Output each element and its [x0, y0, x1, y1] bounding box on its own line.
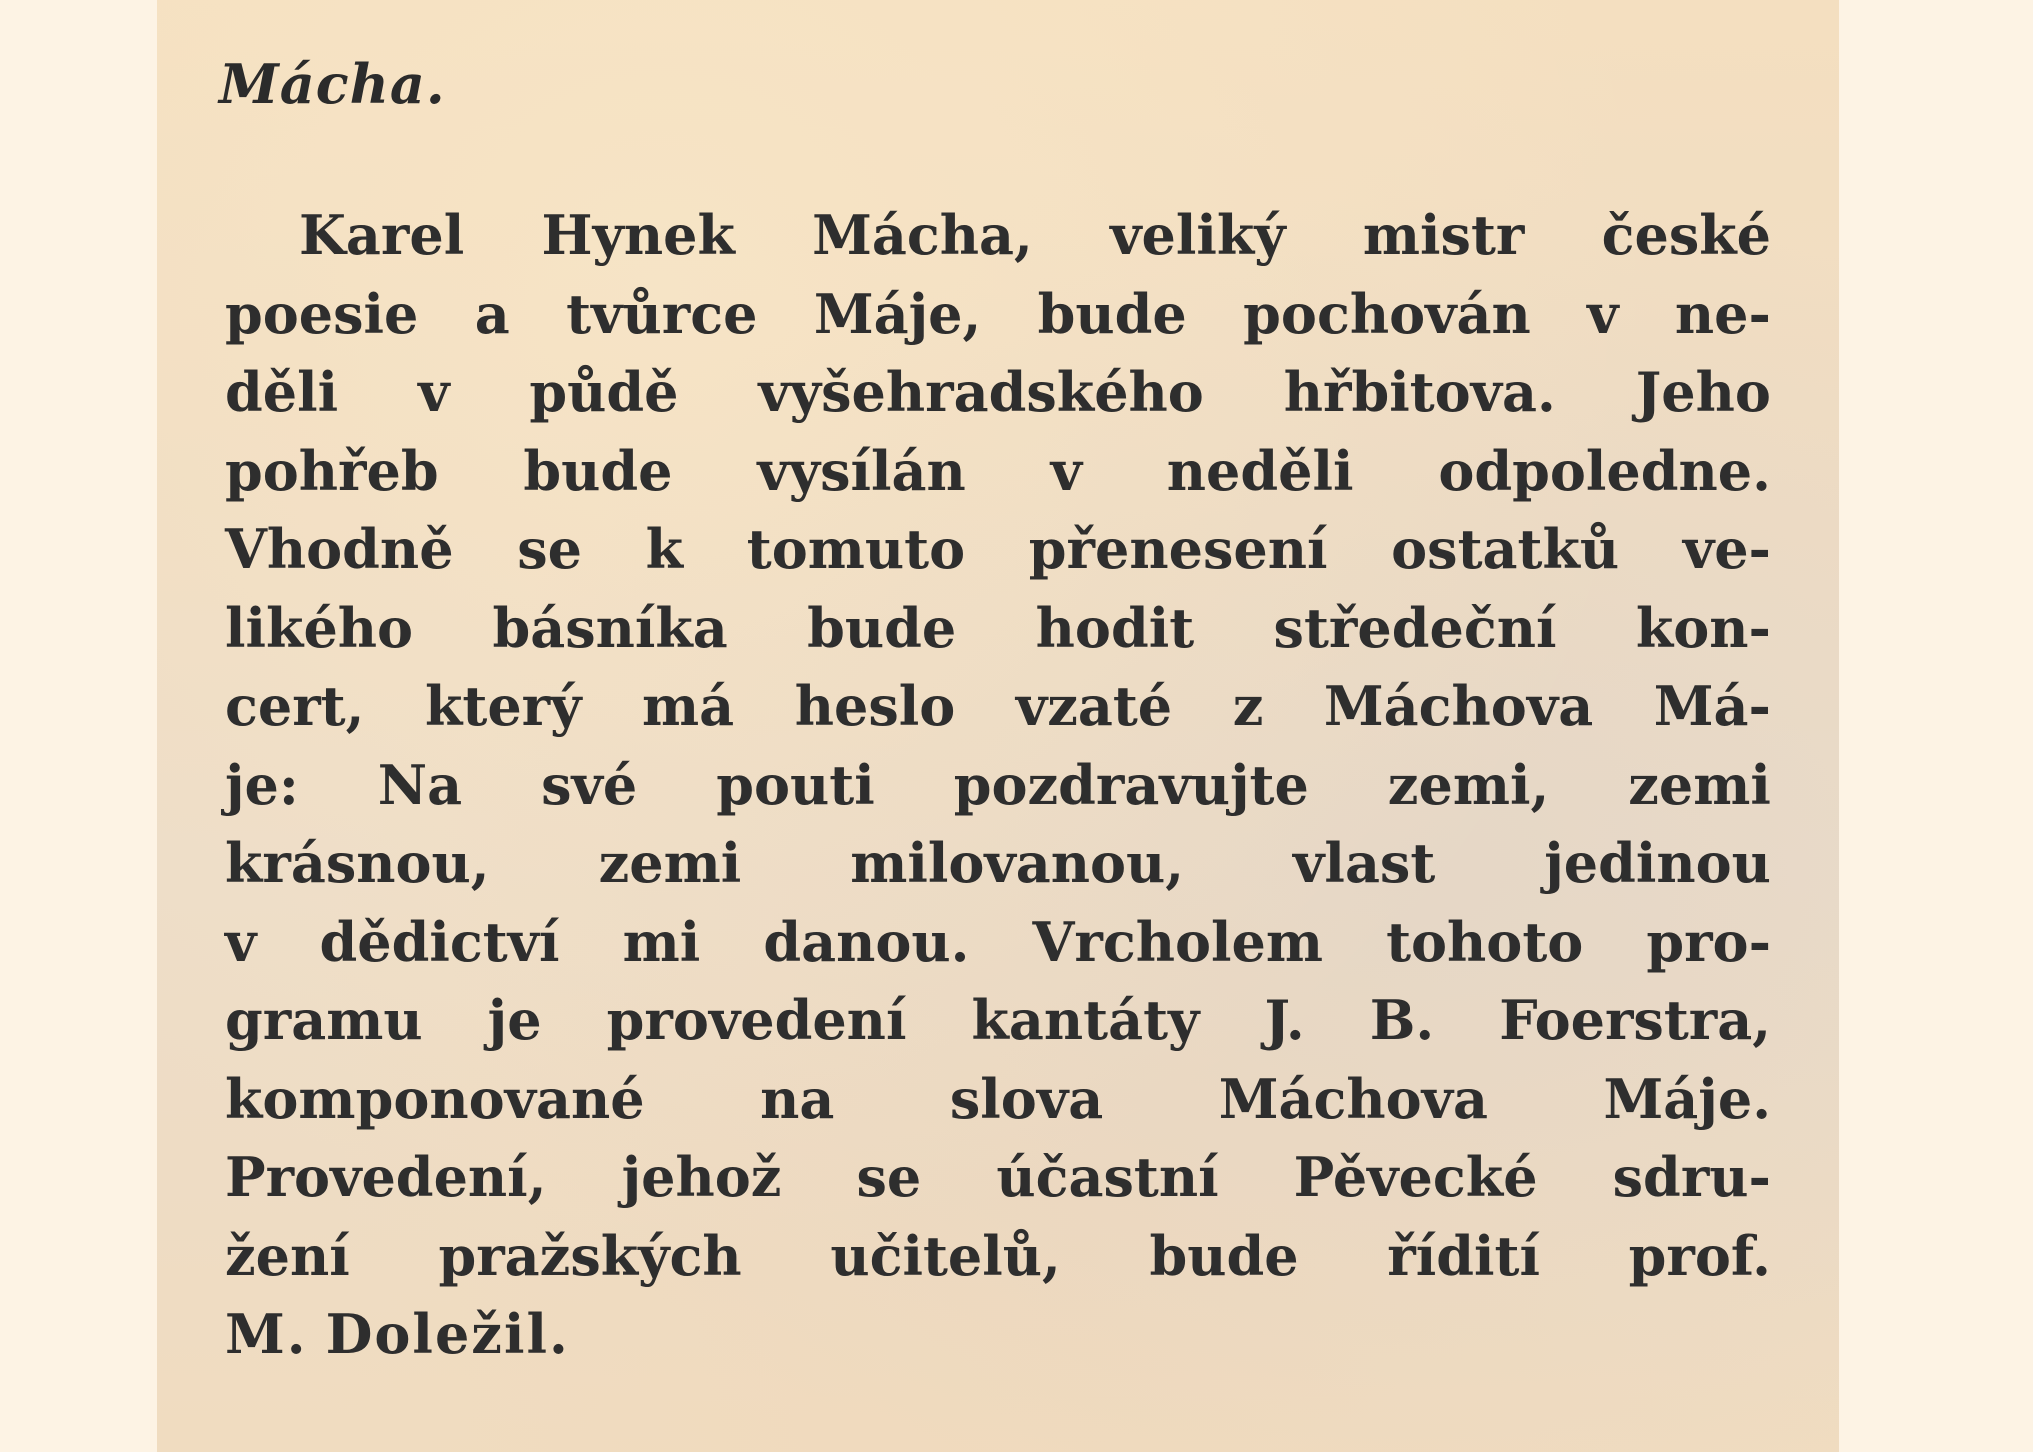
article-word: jehož [621, 1145, 782, 1209]
article-word: má [642, 674, 735, 738]
article-word: neděli [1166, 438, 1354, 503]
article-line [225, 903, 1771, 982]
article-line [225, 432, 1771, 511]
article-word: účastní [996, 1145, 1219, 1209]
article-word: tvůrce [566, 281, 758, 346]
article-word: v [1587, 281, 1619, 346]
article-word: pozdravujte [953, 752, 1309, 817]
article-word: žení [225, 1223, 350, 1288]
article-word: z [1232, 674, 1264, 738]
article-word: pro- [1646, 909, 1771, 974]
article-line [225, 353, 1771, 432]
article-word: komponované [225, 1066, 645, 1131]
article-word: Máchova [1218, 1066, 1489, 1131]
article-word: Provedení, [225, 1145, 547, 1209]
article-word: děli [225, 360, 339, 424]
article-word: tomuto [746, 517, 966, 581]
article-word: Hynek [541, 203, 735, 267]
article-word: zemi [1628, 752, 1771, 817]
article-word: vlast [1293, 831, 1436, 895]
article-word: se [856, 1145, 922, 1209]
article-word: bude [523, 438, 673, 503]
article-line [225, 824, 1771, 903]
article-word: krásnou, [225, 831, 490, 895]
article-word: danou. [763, 909, 970, 974]
article-word: bude [807, 595, 957, 660]
article-word: půdě [529, 360, 679, 424]
article-word: Na [377, 752, 463, 817]
newspaper-clipping [157, 0, 1839, 1452]
article-word: a [474, 281, 510, 346]
article-word: veliký [1110, 203, 1286, 267]
article-word: který [424, 674, 582, 738]
article-line [225, 196, 1771, 275]
article-word: Máje. [1603, 1066, 1771, 1131]
article-word: své [541, 752, 638, 817]
article-line [225, 510, 1771, 589]
article-word: vysílán [757, 438, 966, 503]
article-word: vyšehradského [758, 360, 1204, 424]
article-word: pouti [716, 752, 875, 817]
article-word: středeční [1273, 595, 1557, 660]
article-line [225, 746, 1771, 825]
article-word: provedení [606, 988, 907, 1052]
article-word: kon- [1635, 595, 1771, 660]
article-word: bude [1037, 281, 1187, 346]
article-word: zemi, [1387, 752, 1550, 817]
article-word: Pěvecké [1293, 1145, 1538, 1209]
article-line [225, 981, 1771, 1060]
article-word: pohřeb [225, 438, 439, 503]
article-word: v [418, 360, 450, 424]
article-word: v [1050, 438, 1082, 503]
article-word: Máchova [1323, 674, 1594, 738]
article-word: Vhodně [225, 517, 454, 581]
article-word: Doležil. [325, 1302, 570, 1366]
article-word: ne- [1674, 281, 1771, 346]
article-word: přenesení [1028, 517, 1328, 581]
article-word: B. [1369, 988, 1435, 1052]
article-word: hodit [1035, 595, 1195, 660]
article-word: na [760, 1066, 835, 1131]
article-word: jedinou [1544, 831, 1771, 895]
article-line [225, 1138, 1771, 1217]
article-word: zemi [598, 831, 742, 895]
article-word: ostatků [1391, 517, 1620, 581]
article-word: ve- [1682, 517, 1771, 581]
article-word: Máje, [813, 281, 982, 346]
article-word: gramu [225, 988, 423, 1052]
article-word: tohoto [1386, 909, 1584, 974]
article-word: poesie [225, 281, 419, 346]
article-word: milovanou, [850, 831, 1185, 895]
article-word: české [1601, 203, 1771, 267]
article-word: Mácha, [812, 203, 1033, 267]
article-word: sdru- [1612, 1145, 1771, 1209]
article-word: Karel [299, 203, 465, 267]
article-line [225, 589, 1771, 668]
article-word: je: [225, 752, 299, 817]
article-word: se [517, 517, 582, 581]
article-word: v [225, 909, 257, 974]
article-word: slova [949, 1066, 1104, 1131]
article-word: učitelů, [830, 1223, 1061, 1288]
article-word: cert, [225, 674, 365, 738]
article-word: je [487, 988, 542, 1052]
article-line [225, 1217, 1771, 1296]
article-word: Jeho [1635, 360, 1771, 424]
article-line [225, 667, 1771, 746]
article-word: M. [225, 1302, 308, 1366]
article-word: dědictví [319, 909, 560, 974]
article-word: řídití [1387, 1223, 1540, 1288]
article-word: bude [1149, 1223, 1299, 1288]
article-word: básníka [492, 595, 728, 660]
article-title: Mácha. [219, 52, 446, 116]
article-word: Vrcholem [1032, 909, 1324, 974]
article-word: mistr [1362, 203, 1525, 267]
article-word: prof. [1628, 1223, 1771, 1288]
article-line [225, 275, 1771, 354]
article-word: pochován [1243, 281, 1531, 346]
article-word: mi [622, 909, 701, 974]
article-word: likého [225, 595, 414, 660]
article-word: vzaté [1015, 674, 1173, 738]
article-word: hřbitova. [1283, 360, 1556, 424]
article-word: pražských [438, 1223, 742, 1288]
article-word: J. [1264, 988, 1305, 1052]
article-word: heslo [794, 674, 956, 738]
article-line [225, 1295, 1771, 1374]
article-word: Má- [1653, 674, 1771, 738]
article-word: kantáty [971, 988, 1200, 1052]
article-word: Foerstra, [1499, 988, 1771, 1052]
article-word: odpoledne. [1438, 438, 1771, 503]
article-word: k [645, 517, 684, 581]
article-line [225, 1060, 1771, 1139]
article-body [225, 196, 1771, 1374]
